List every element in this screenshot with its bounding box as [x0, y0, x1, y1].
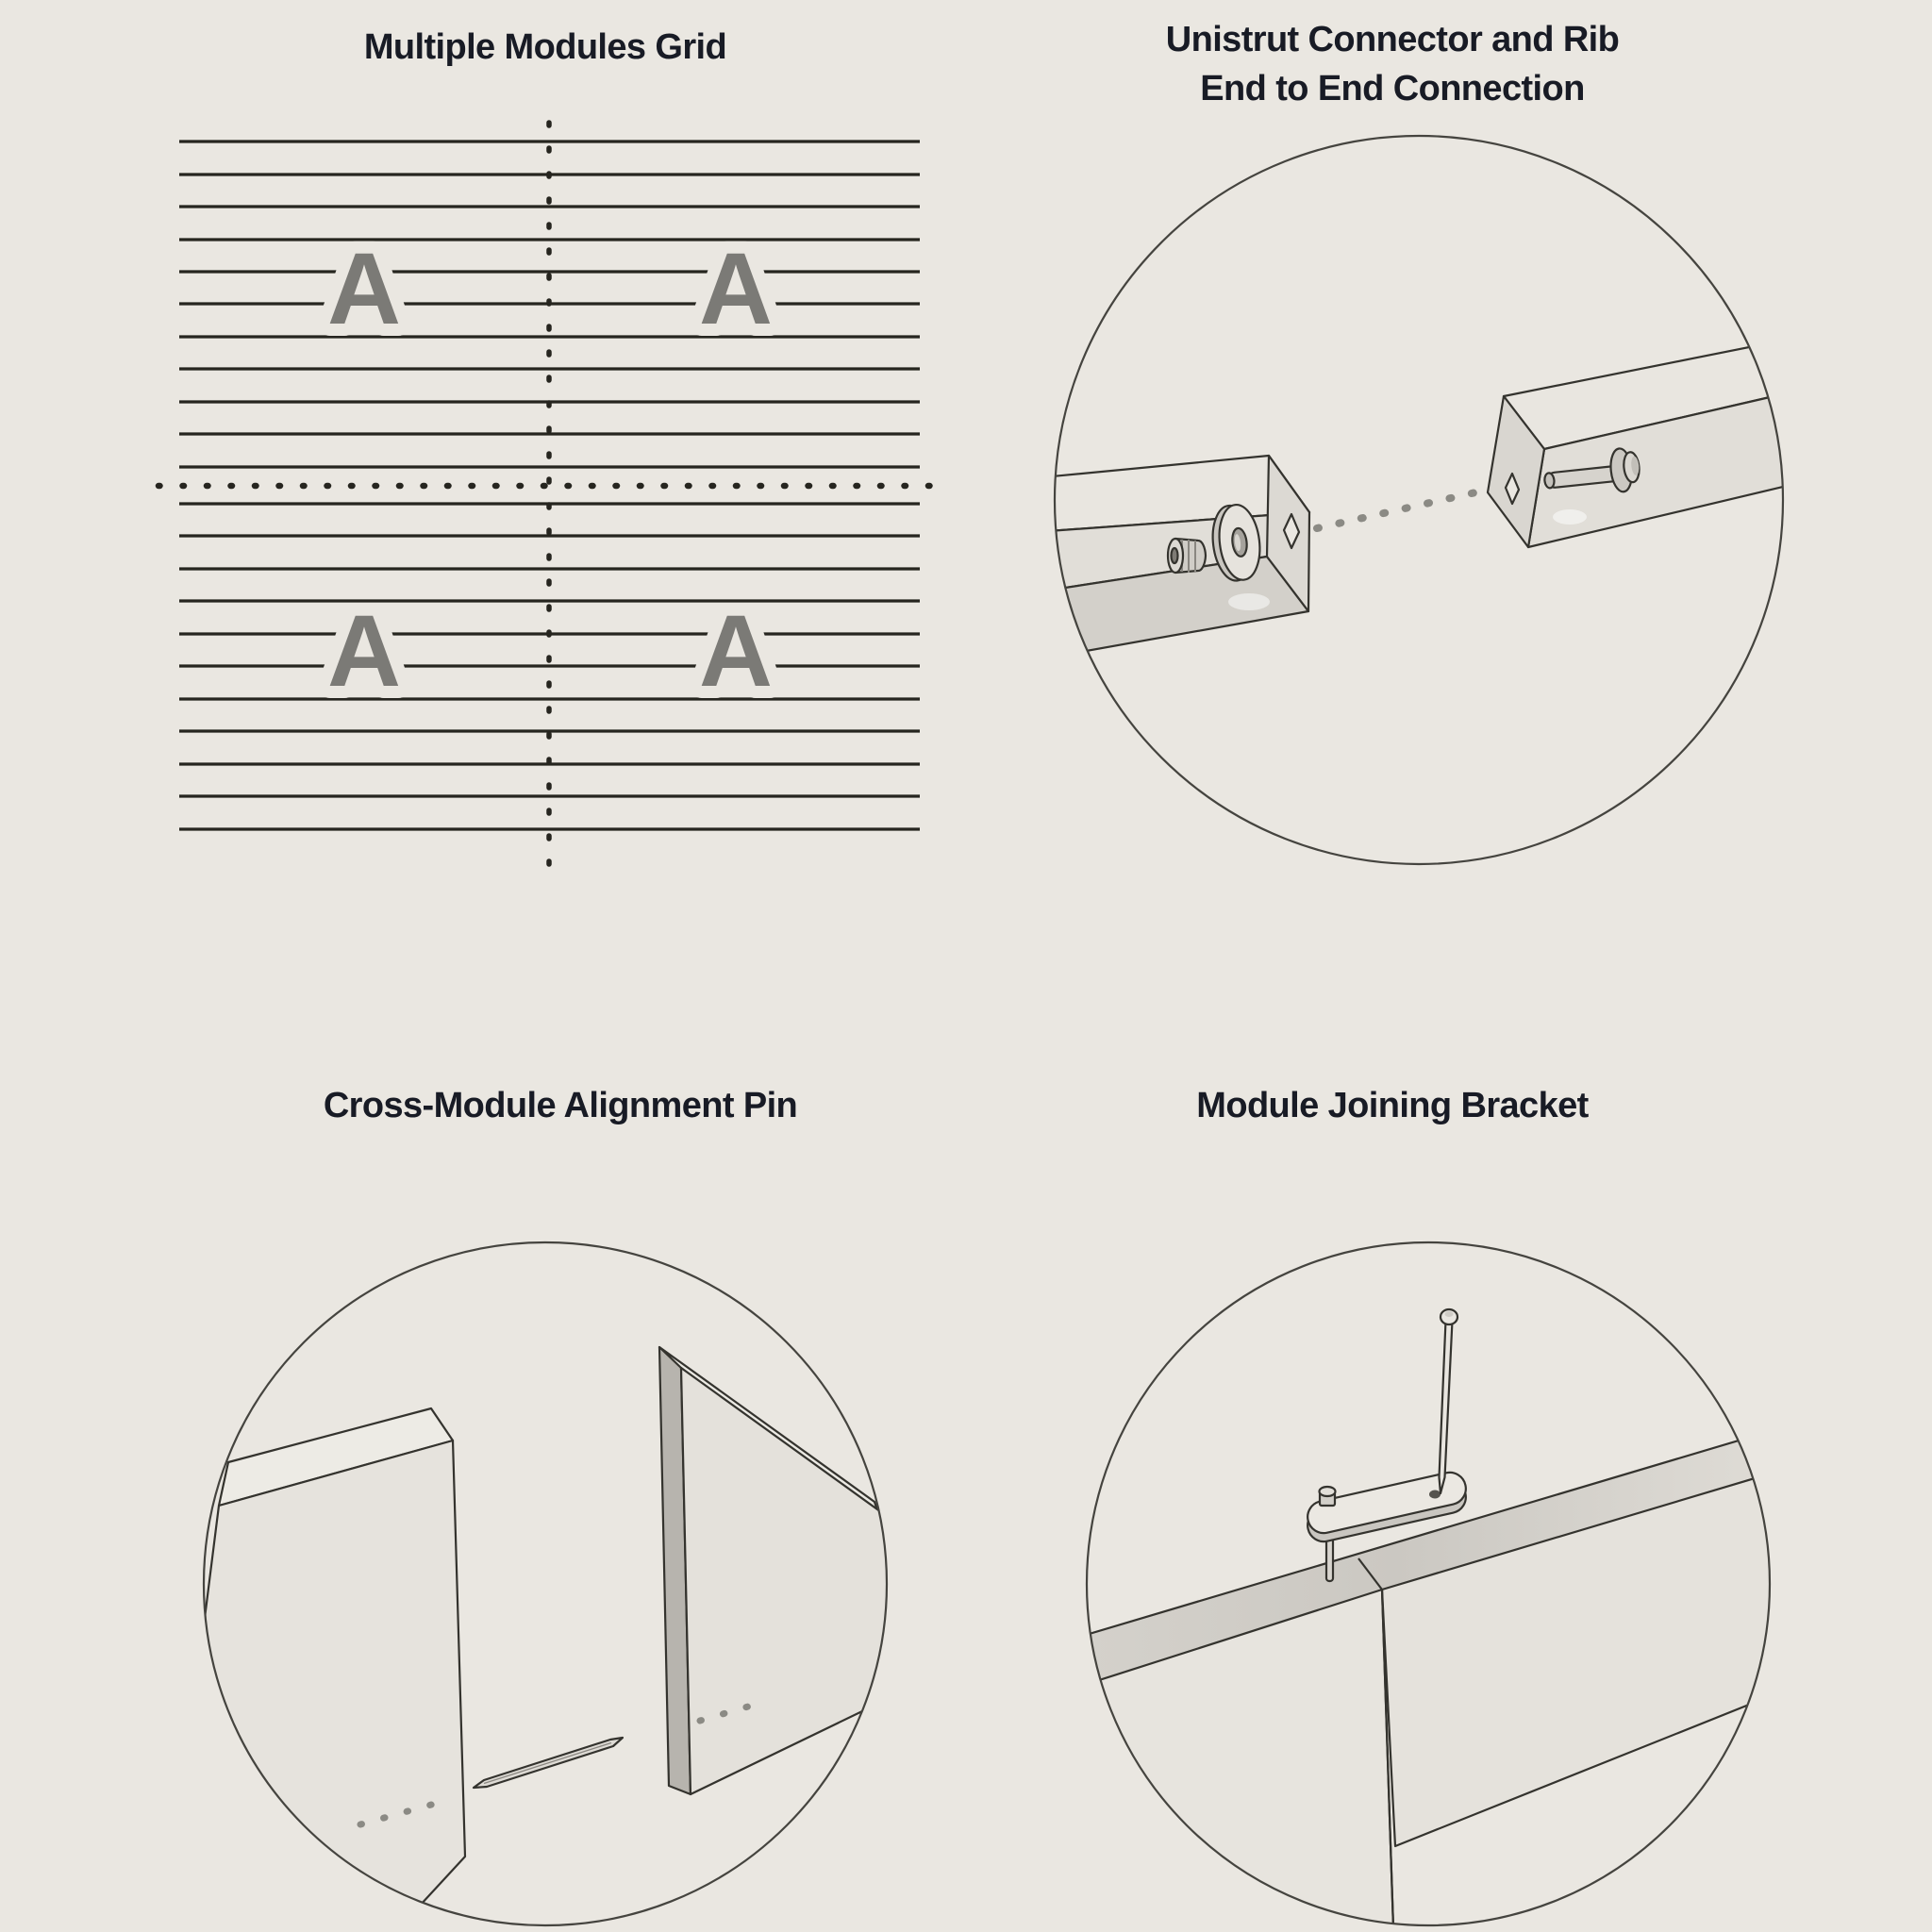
grid-lines-bottom [179, 504, 920, 829]
module-label: A [327, 231, 401, 345]
panel-alignment-pin [0, 966, 966, 1932]
panel-multiple-modules-grid [0, 0, 966, 966]
module-label: A [327, 593, 401, 708]
title-line-1: Unistrut Connector and Rib [1165, 20, 1620, 59]
joining-bracket-diagram [966, 966, 1932, 1932]
panel-right-slab [659, 1347, 901, 1794]
panel-left-slab [160, 1408, 465, 1932]
connection-path-dots [1317, 489, 1492, 528]
module-grid-diagram [0, 0, 966, 966]
strut-left [1023, 456, 1309, 662]
title-line-2: End to End Connection [1200, 69, 1585, 108]
module-label: A [699, 593, 773, 708]
module-label: A [699, 231, 773, 345]
panel-joining-bracket [966, 966, 1932, 1932]
hex-nut [1168, 539, 1206, 573]
alignment-pin [474, 1738, 623, 1788]
panel-unistrut-connection [966, 0, 1932, 966]
panel-title: Module Joining Bracket [1196, 1086, 1589, 1125]
panel-title: Cross-Module Alignment Pin [323, 1086, 798, 1125]
unistrut-connection-diagram [966, 0, 1932, 966]
bracket-pin-hole [1429, 1491, 1441, 1499]
bracket-pin [1440, 1309, 1458, 1493]
panel-title: Multiple Modules Grid [363, 27, 727, 67]
strut-right [1488, 334, 1815, 547]
bracket-bolt-head [1320, 1487, 1336, 1506]
alignment-pin-diagram [0, 966, 966, 1932]
